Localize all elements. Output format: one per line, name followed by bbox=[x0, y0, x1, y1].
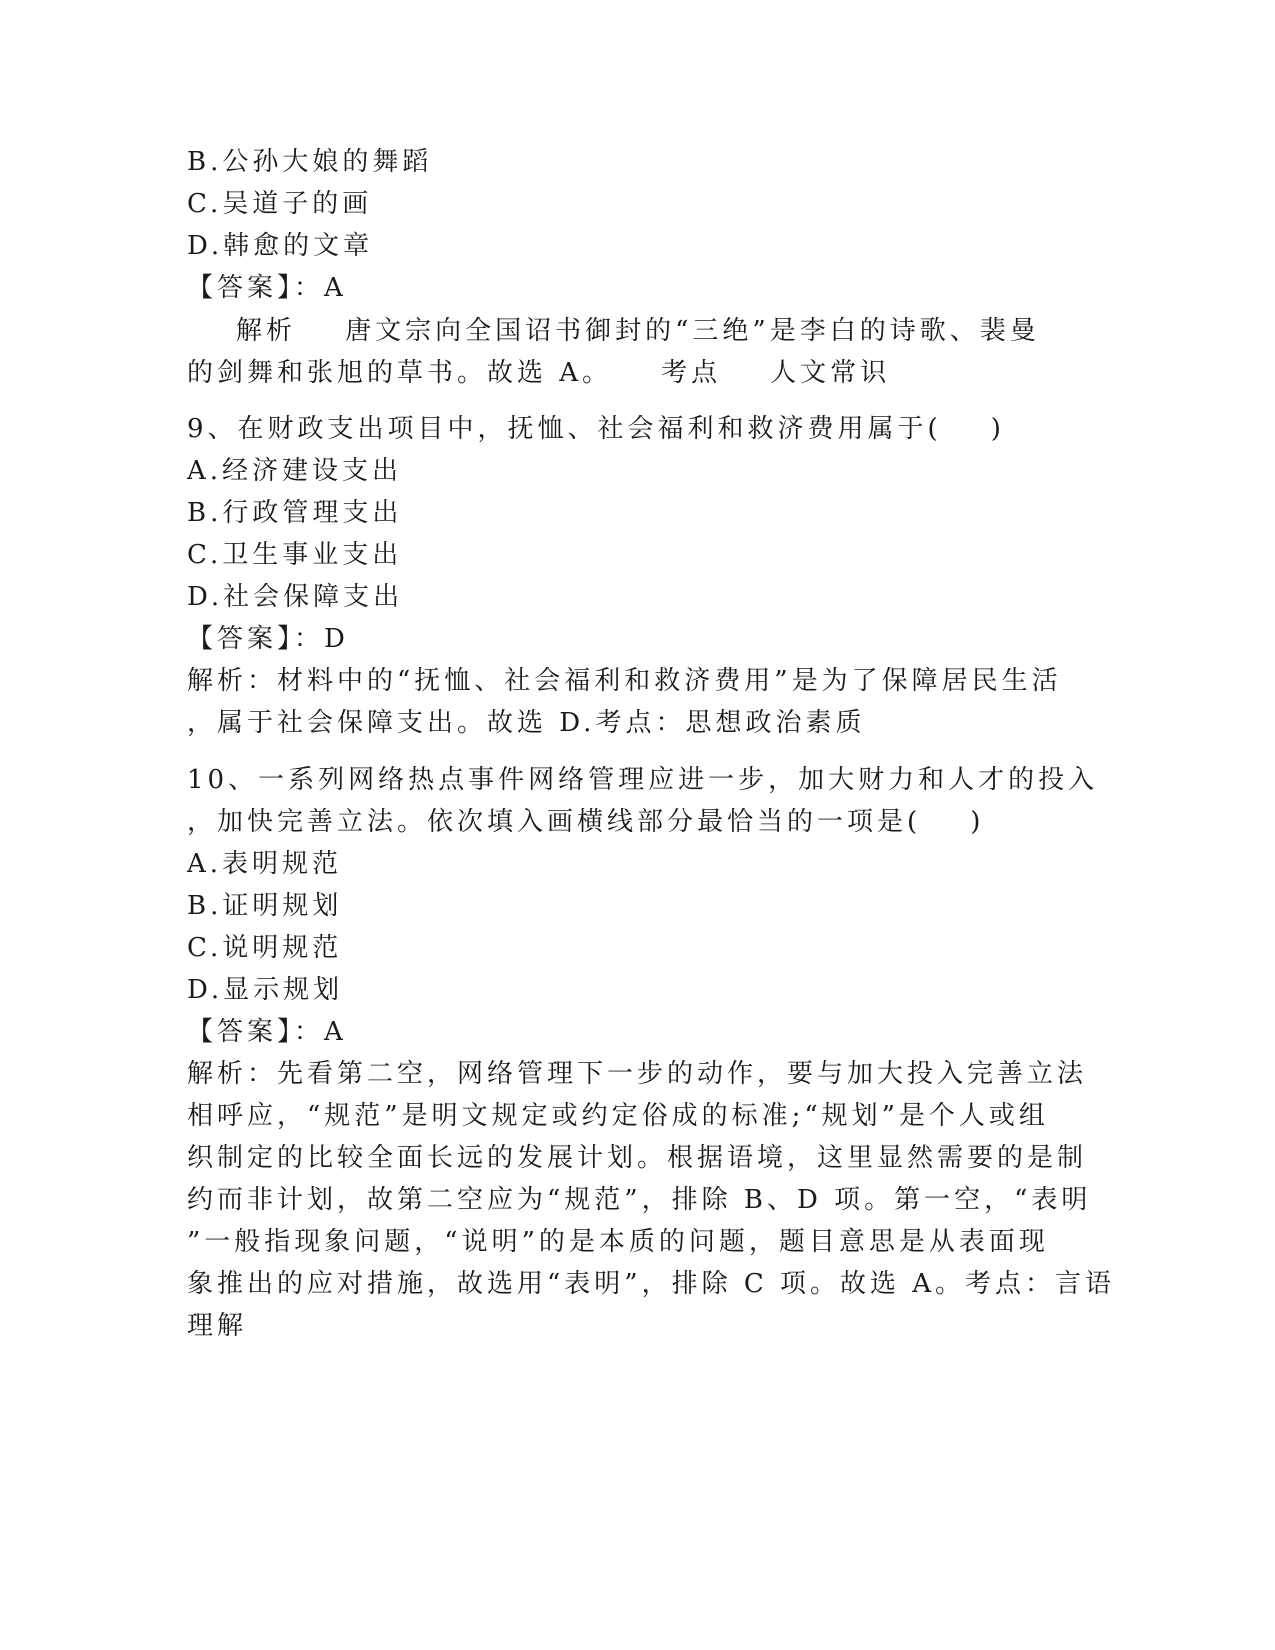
q10-analysis-line-7: 理解 bbox=[187, 1311, 248, 1341]
q9-option-a: A.经济建设支出 bbox=[187, 456, 403, 486]
q10-analysis-line-2: 相呼应，“规范”是明文规定或约定俗成的标准;“规划”是个人或组 bbox=[187, 1101, 1049, 1131]
q10-option-a: A.表明规范 bbox=[187, 849, 343, 879]
q9-analysis-line-2: ，属于社会保障支出。故选 D.考点：思想政治素质 bbox=[187, 708, 866, 738]
q10-analysis-line-5: ”一般指现象问题，“说明”的是本质的问题，题目意思是从表面现 bbox=[187, 1227, 1049, 1257]
q10-analysis-line-6: 象推出的应对措施，故选用“表明”，排除 C 项。故选 A。考点：言语 bbox=[187, 1269, 1116, 1299]
q8-answer: 【答案】：A bbox=[187, 273, 347, 303]
q10-analysis-line-1: 解析：先看第二空，网络管理下一步的动作，要与加大投入完善立法 bbox=[187, 1059, 1088, 1089]
q10-option-b: B.证明规划 bbox=[187, 891, 343, 921]
q10-analysis-line-3: 织制定的比较全面长远的发展计划。根据语境，这里显然需要的是制 bbox=[187, 1143, 1088, 1173]
q10-option-c: C.说明规范 bbox=[187, 933, 343, 963]
q8-analysis-line-2: 的剑舞和张旭的草书。故选 A。 考点 人文常识 bbox=[187, 358, 891, 388]
q8-analysis-line-1: 解析 唐文宗向全国诏书御封的“三绝”是李白的诗歌、裴曼 bbox=[187, 316, 1040, 346]
q9-option-d: D.社会保障支出 bbox=[187, 582, 404, 612]
q9-option-c: C.卫生事业支出 bbox=[187, 540, 403, 570]
q10-stem-line-2: ，加快完善立法。依次填入画横线部分最恰当的一项是( ) bbox=[187, 807, 985, 837]
q10-stem-line-1: 10、一系列网络热点事件网络管理应进一步，加大财力和人才的投入 bbox=[187, 765, 1099, 795]
q9-option-b: B.行政管理支出 bbox=[187, 498, 403, 528]
q8-option-c: C.吴道子的画 bbox=[187, 189, 373, 219]
q10-option-d: D.显示规划 bbox=[187, 975, 344, 1005]
q9-stem: 9、在财政支出项目中，抚恤、社会福利和救济费用属于( ) bbox=[187, 414, 1005, 444]
q8-option-b: B.公孙大娘的舞蹈 bbox=[187, 147, 433, 177]
q9-answer: 【答案】：D bbox=[187, 624, 349, 654]
q10-analysis-line-4: 约而非计划，故第二空应为“规范”，排除 B、D 项。第一空，“表明 bbox=[187, 1185, 1092, 1215]
q9-analysis-line-1: 解析：材料中的“抚恤、社会福利和救济费用”是为了保障居民生活 bbox=[187, 666, 1062, 696]
q10-answer: 【答案】：A bbox=[187, 1017, 347, 1047]
q8-option-d: D.韩愈的文章 bbox=[187, 231, 374, 261]
